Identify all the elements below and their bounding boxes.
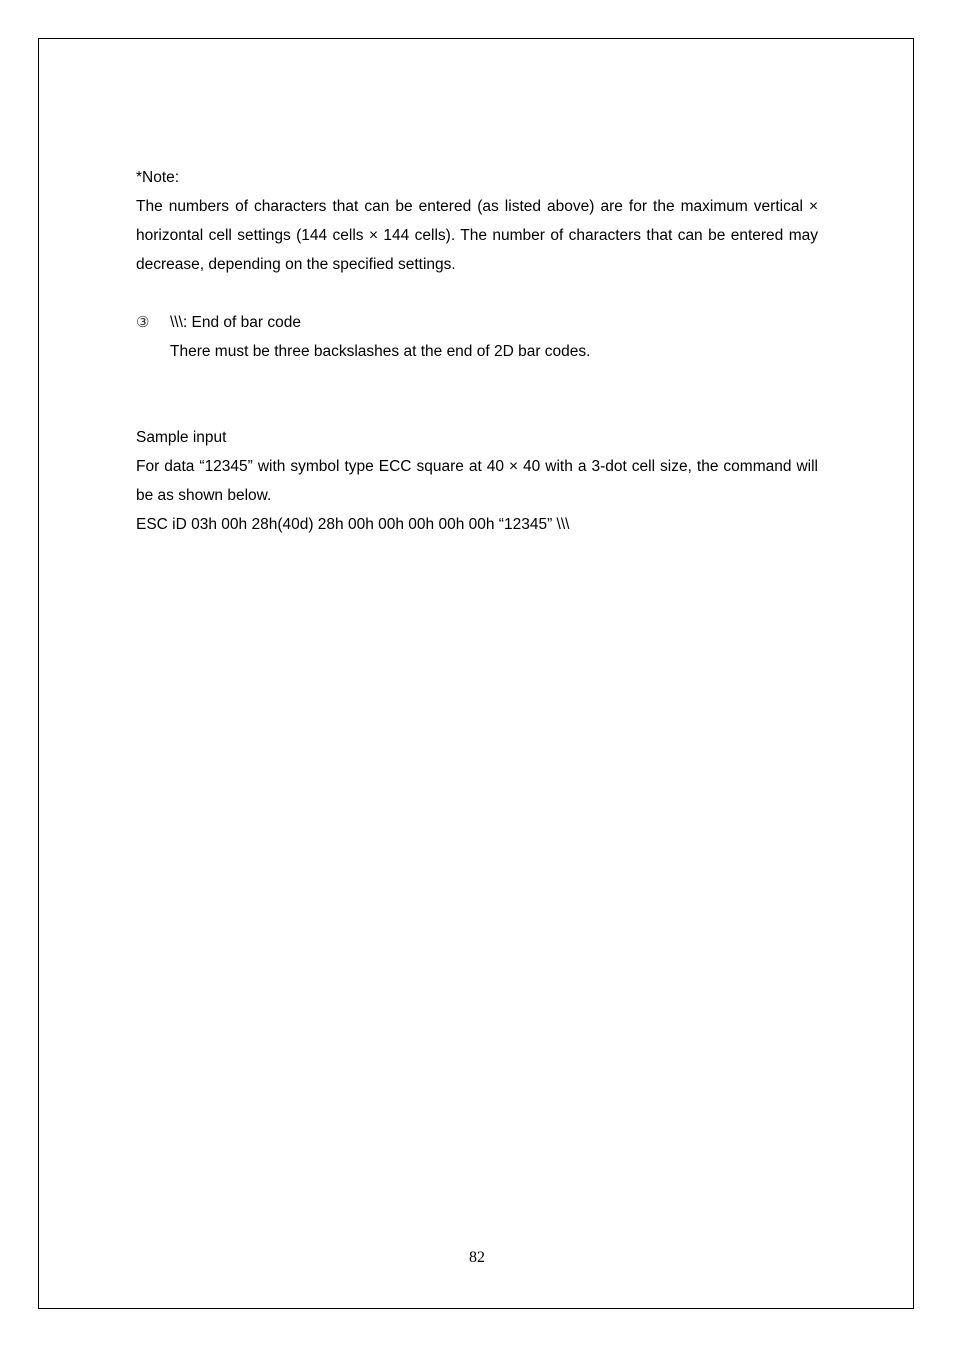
page-number: 82 xyxy=(469,1249,485,1266)
item-end-of-bar-code xyxy=(136,308,818,366)
note-section xyxy=(136,163,818,279)
note-text: The numbers of characters that can be entered (as listed above) are for the maximum vertical × horizontal cell settings (144 cells × 144 cells). The number of characters that can be entered may decrease, depending on the specified settings. xyxy=(136,198,818,273)
item-heading xyxy=(136,308,818,337)
sample-heading: Sample input xyxy=(136,429,227,446)
sample-description: For data “12345” with symbol type ECC square at 40 × 40 with a 3-dot cell size, the command will be as shown below. xyxy=(136,458,818,504)
item-title: \\\: End of bar code xyxy=(170,314,301,331)
note-label: *Note: xyxy=(136,169,180,186)
page-content xyxy=(136,163,818,539)
circled-number-3: ③ xyxy=(136,313,150,331)
item-description: There must be three backslashes at the end of 2D bar codes. xyxy=(170,343,591,360)
sample-command: ESC iD 03h 00h 28h(40d) 28h 00h 00h 00h 00h 00h “12345” \\\ xyxy=(136,516,570,533)
sample-input-section xyxy=(136,423,818,539)
